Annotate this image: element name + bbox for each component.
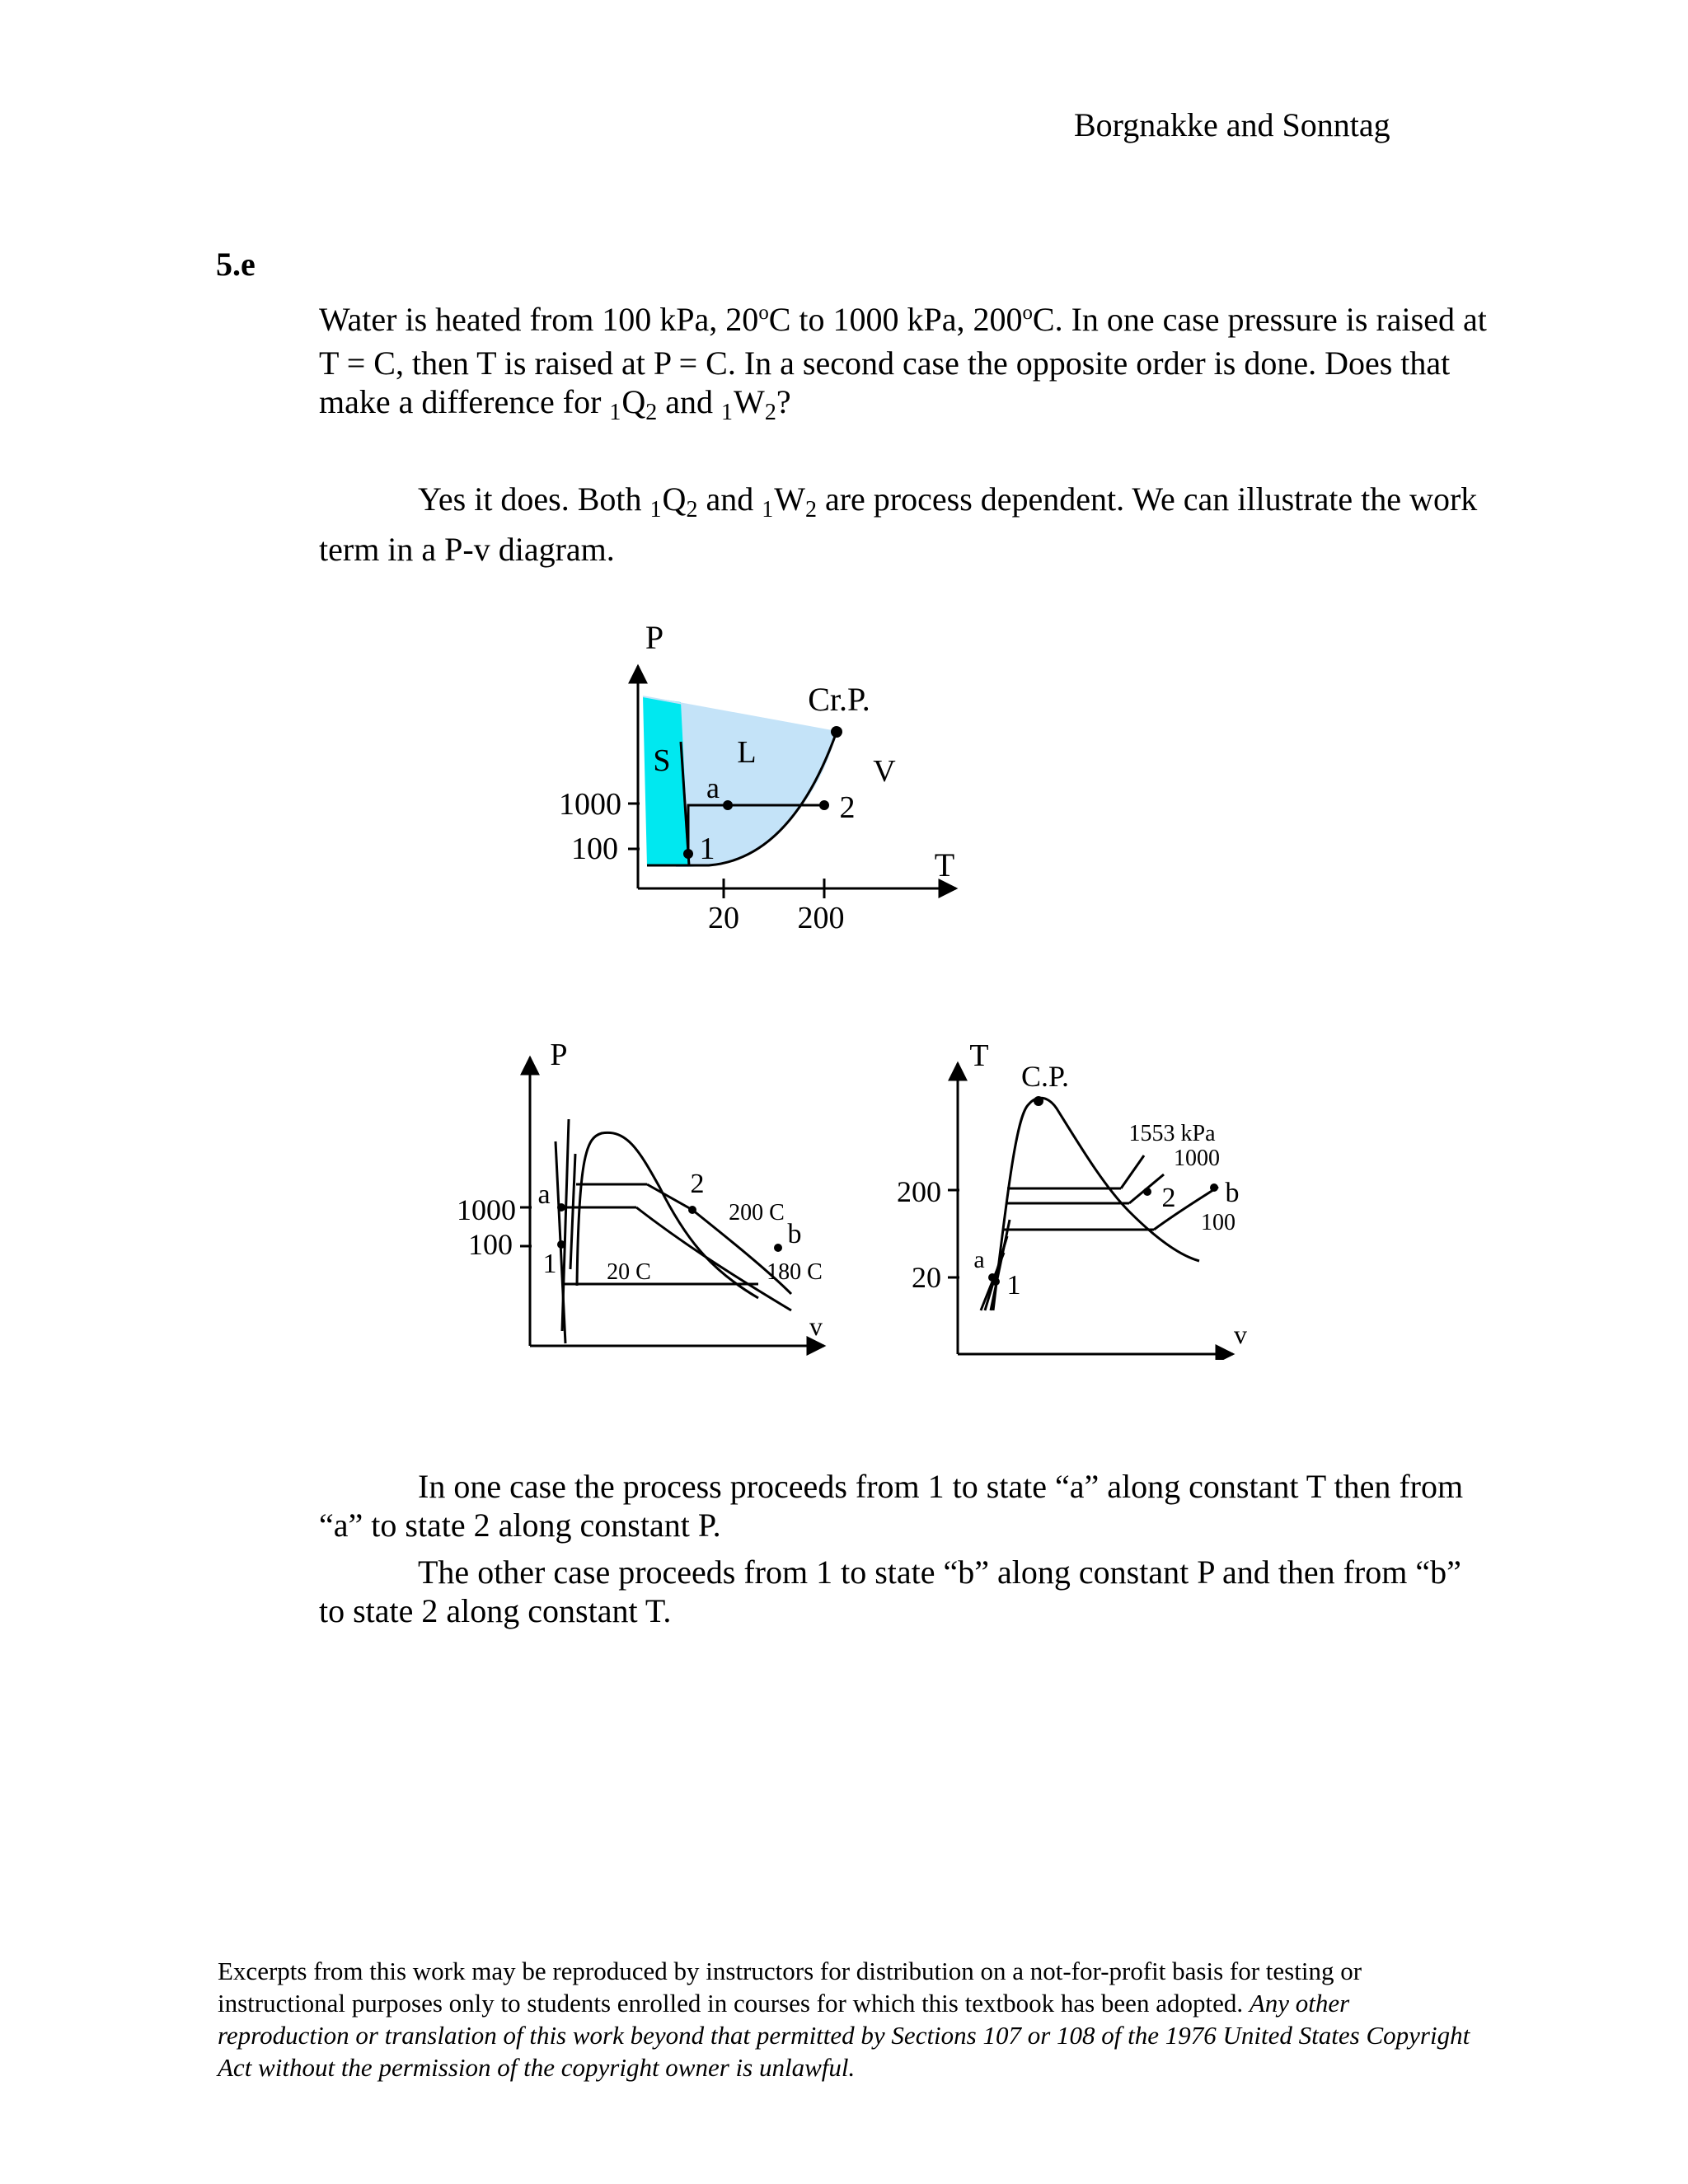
- answer-text: Yes it does. Both $_1Q_2$ and $_1W_2$ are process dependent. We can illustrate the work term in a P-v diagram.: [319, 480, 1478, 568]
- isobar-1000-label: 1000: [1174, 1146, 1220, 1171]
- iso-180-label: 180 C: [767, 1259, 823, 1285]
- problem-statement: Water is heated from 100 kPa, 20$^o$C to 1000 kPa, 200$^o$C. In one case pressure is raised at T = C, then T is raised at P = C. In a second case the opposite order is done. Does that make a difference for $_1Q_2$ and $_1W_2$?: [319, 301, 1487, 425]
- isobar-1553: [1121, 1155, 1144, 1188]
- t-tick-20: 20: [708, 901, 739, 935]
- point-2-label: 2: [1161, 1183, 1176, 1213]
- explanation-paragraph-2: The other case proceeds from 1 to state “b” along constant P and then from “b” to state 2 along constant T.: [319, 1554, 1461, 1629]
- v-axis-label: v: [809, 1311, 823, 1341]
- state-a-point: [723, 800, 733, 810]
- v-label: V: [873, 754, 896, 789]
- a-label: a: [973, 1246, 985, 1273]
- state-b-point: [1210, 1183, 1218, 1192]
- point-1-label: 1: [1006, 1270, 1021, 1301]
- state-2-point: [688, 1206, 696, 1214]
- state-b-point: [774, 1244, 782, 1252]
- pt-phase-diagram: [544, 616, 989, 946]
- copyright-footer: Excerpts from this work may be reproduced by instructors for distribution on a not-for-profit basis for testing or instructional purposes only to students enrolled in courses for which this textbook has been adopted. Any other reproduction or translation of this work beyond that permitted by Sections 107 or 108 of the 1976 United States Copyright Act without the permission of the copyright owner is unlawful.: [218, 1957, 1470, 2082]
- state-1-point: [557, 1240, 565, 1249]
- p-axis-label: P: [645, 619, 664, 656]
- iso-20-label: 20 C: [607, 1259, 651, 1285]
- p-tick-1000: 1000: [457, 1193, 516, 1226]
- state-a-point: [557, 1203, 565, 1212]
- problem-number: 5.e: [216, 246, 256, 283]
- t-tick-20: 20: [912, 1261, 941, 1294]
- point-2-label: 2: [690, 1169, 705, 1199]
- p-tick-100: 100: [468, 1228, 513, 1261]
- state-2-point: [819, 800, 829, 810]
- page-header: Borgnakke and Sonntag: [1074, 106, 1390, 143]
- b-label: b: [787, 1219, 802, 1249]
- pv-diagram: [429, 1030, 857, 1360]
- p-axis-label: P: [550, 1038, 568, 1072]
- b-label: b: [1225, 1178, 1240, 1208]
- t-tick-200: 200: [897, 1175, 941, 1208]
- v-axis-label: v: [1234, 1319, 1247, 1349]
- isobar-1553-label: 1553 kPa: [1128, 1121, 1216, 1146]
- cp-label: C.P.: [1020, 1060, 1070, 1093]
- t-axis-label: T: [969, 1038, 989, 1073]
- s-label: S: [653, 743, 671, 778]
- critical-point: [1034, 1096, 1043, 1106]
- t-tick-200: 200: [797, 901, 845, 935]
- tv-diagram: [874, 1030, 1302, 1360]
- p-tick-1000: 1000: [559, 787, 621, 822]
- state-1-point: [992, 1277, 1000, 1286]
- crp-label: Cr.P.: [808, 681, 870, 718]
- p-tick-100: 100: [571, 832, 618, 866]
- critical-point: [831, 726, 842, 738]
- t-axis-label: T: [934, 846, 955, 883]
- point-2-label: 2: [839, 790, 856, 825]
- isobar-100-label: 100: [1201, 1210, 1236, 1235]
- explanation-paragraph-1: In one case the process proceeds from 1 to state “a” along constant T then from “a” to state 2 along constant P.: [319, 1468, 1464, 1544]
- iso-200-label: 200 C: [729, 1200, 785, 1226]
- point-1-label: 1: [699, 832, 715, 866]
- state-1-point: [683, 849, 693, 859]
- state-2-point: [1143, 1188, 1151, 1196]
- a-label: a: [706, 771, 720, 804]
- a-label: a: [537, 1179, 551, 1210]
- l-label: L: [737, 735, 757, 770]
- point-1-label: 1: [542, 1249, 557, 1279]
